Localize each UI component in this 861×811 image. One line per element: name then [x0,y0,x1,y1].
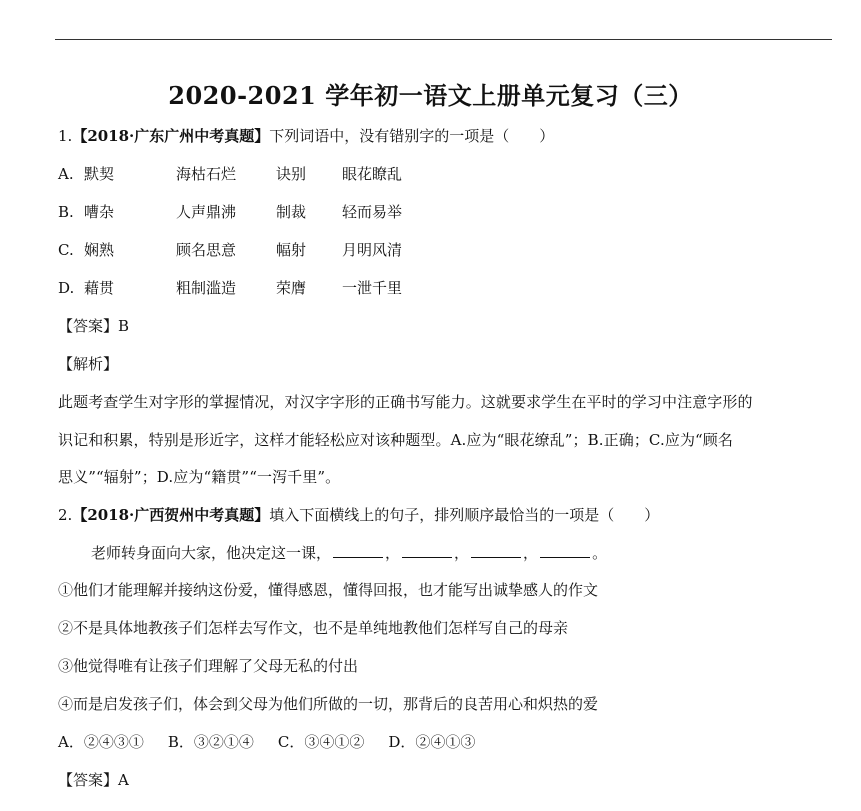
option-letter: B. [58,203,74,221]
option-word: 海枯石烂 [176,165,237,183]
q2-choice-c: C．③④①② [277,733,365,751]
q2-choices [58,732,499,752]
fill-blank [333,543,383,558]
q1-analysis-line: 思义”“辐射”；D.应为“籍贯”“一泻千里”。 [58,468,341,486]
option-word: 一泄千里 [342,279,403,297]
q2-prompt [91,543,607,563]
question-1-stem [58,126,554,146]
blank-separator: ， [385,544,401,562]
q1-analysis-line: 此题考查学生对字形的掌握情况，对汉字字形的正确书写能力。这就要求学生在平时的学习中注意字形的 [58,393,753,411]
question-2-source: 【2018·广西贺州中考真题】 [72,506,270,524]
option-word: 嘈杂 [84,203,115,221]
option-word: 荣膺 [276,279,307,297]
option-word: 幅射 [276,241,307,259]
option-word: 默契 [84,165,115,183]
fill-blank [402,543,452,558]
option-word: 眼花瞭乱 [342,165,403,183]
option-word: 娴熟 [84,241,115,259]
q1-option-a [58,164,402,184]
option-letter: A. [58,165,74,183]
q1-analysis-line: 识记和积累，特别是形近字，这样才能轻松应对该种题型。A.应为“眼花缭乱”；B.正确；C.应为“顾名 [58,431,734,449]
question-1-number: 1. [58,127,73,145]
option-word: 月明风清 [342,241,403,259]
question-2-number: 2. [58,506,73,524]
fill-blank [540,543,590,558]
q1-answer: 【答案】B [58,317,130,335]
option-letter: C. [58,241,74,259]
option-letter: D. [58,279,75,297]
q2-choice-d: D．②④①③ [388,733,476,751]
question-2-text: 填入下面横线上的句子，排列顺序最恰当的一项是（ ） [269,506,660,524]
option-word: 轻而易举 [342,203,403,221]
header-rule [55,39,832,40]
q2-sentence-3: ③他觉得唯有让孩子们理解了父母无私的付出 [58,657,359,675]
q2-sentence-4: ④而是启发孩子们，体会到父母为他们所做的一切，那背后的良苦用心和炽热的爱 [58,695,599,713]
blank-separator: ， [454,544,470,562]
blank-separator: ， [523,544,539,562]
q2-choice-a: A．②④③① [58,733,144,751]
q1-option-d [58,278,402,298]
option-word: 制裁 [276,203,307,221]
q1-option-b [58,202,402,222]
q2-sentence-2: ②不是具体地教孩子们怎样去写作文，也不是单纯地教他们怎样写自己的母亲 [58,619,569,637]
fill-blank [471,543,521,558]
question-2-stem [58,505,659,525]
option-word: 人声鼎沸 [176,203,237,221]
prompt-end: 。 [592,544,608,562]
question-1-source: 【2018·广东广州中考真题】 [72,127,270,145]
q2-answer: 【答案】A [58,771,129,789]
q2-prompt-text: 老师转身面向大家，他决定这一课， [91,544,332,562]
q1-option-c [58,240,402,260]
option-word: 诀别 [276,165,307,183]
question-1-text: 下列词语中，没有错别字的一项是（ ） [269,127,555,145]
option-word: 藉贯 [84,279,115,297]
q1-analysis-label: 【解析】 [58,355,119,373]
q2-choice-b: B．③②①④ [167,733,254,751]
q2-sentence-1: ①他们才能理解并接纳这份爱，懂得感恩，懂得回报，也才能写出诚挚感人的作文 [58,581,599,599]
option-word: 顾名思意 [176,241,237,259]
option-word: 粗制滥造 [176,279,237,297]
page-title: 2020-2021 学年初一语文上册单元复习（三） [168,81,693,110]
